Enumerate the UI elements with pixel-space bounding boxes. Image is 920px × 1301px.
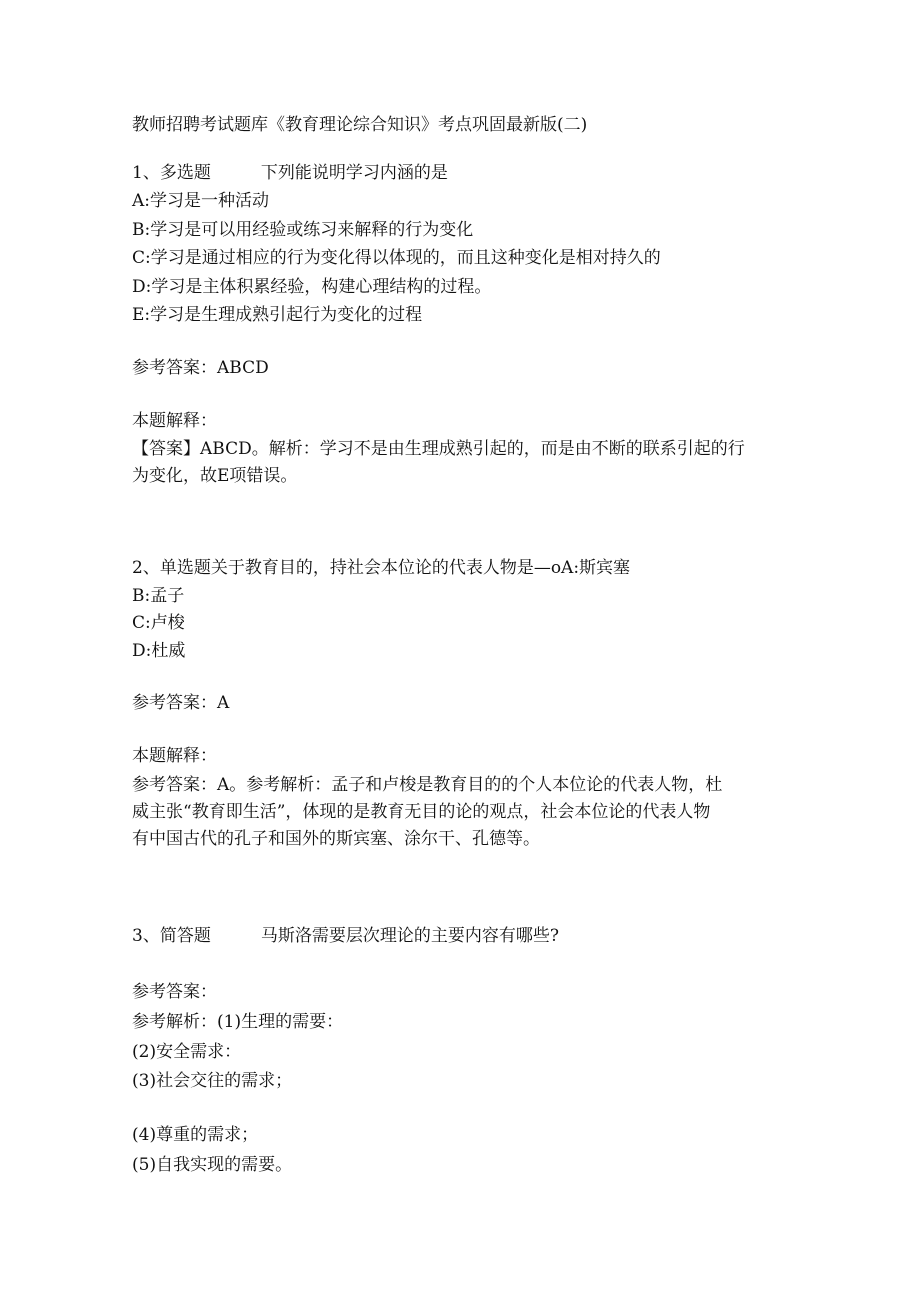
question-2-option-b: B:孟子: [132, 586, 185, 606]
question-1-stem: 下列能说明学习内涵的是: [260, 163, 448, 183]
question-3-answer-label: 参考答案：: [132, 982, 217, 1002]
question-1-option-b: B:学习是可以用经验或练习来解释的行为变化: [132, 220, 474, 240]
question-3-explanation-line-1: 参考解析：(1)生理的需要：: [132, 1012, 344, 1032]
question-2-option-d: D:杜威: [132, 641, 186, 661]
question-2-explanation-line-3: 有中国古代的孔子和国外的斯宾塞、涂尔干、孔德等。: [132, 829, 540, 849]
question-3-number: 3、: [132, 926, 160, 946]
question-2-explanation-line-1: 参考答案：A。参考解析：孟子和卢梭是教育目的的个人本位论的代表人物，杜: [132, 775, 723, 795]
question-3-explanation-line-2: (2)安全需求：: [132, 1042, 242, 1062]
question-3-explanation-line-3: (3)社会交往的需求；: [132, 1071, 293, 1091]
question-1-option-d: D:学习是主体积累经验，构建心理结构的过程。: [132, 277, 492, 297]
question-2-answer: 参考答案：A: [132, 693, 230, 713]
question-1-explanation-label: 本题解释：: [132, 411, 217, 431]
document-title: 教师招聘考试题库《教育理论综合知识》考点巩固最新版(二): [132, 115, 588, 135]
question-3-explanation-line-5: (5)自我实现的需要。: [132, 1155, 293, 1175]
question-2-option-c: C:卢梭: [132, 613, 185, 633]
question-3-header: [132, 928, 559, 945]
question-2-explanation-line-2: 威主张“教育即生活”，体现的是教育无目的论的观点，社会本位论的代表人物: [132, 802, 711, 822]
question-1-type: 多选题: [159, 163, 211, 183]
question-2-explanation-label: 本题解释：: [132, 746, 217, 766]
question-1-explanation-line-1: 【答案】ABCD。解析：学习不是由生理成熟引起的，而是由不断的联系引起的行: [132, 439, 745, 459]
question-2-stem: 2、单选题关于教育目的，持社会本位论的代表人物是—oA:斯宾塞: [132, 558, 631, 578]
question-1-explanation-line-2: 为变化，故E项错误。: [132, 466, 298, 486]
question-3-stem: 马斯洛需要层次理论的主要内容有哪些?: [260, 926, 559, 946]
question-3-explanation-line-4: (4)尊重的需求；: [132, 1125, 259, 1145]
question-1-option-a: A:学习是一种活动: [132, 191, 270, 211]
question-1-number: 1、: [132, 163, 160, 183]
question-1-option-e: E:学习是生理成熟引起行为变化的过程: [132, 305, 423, 325]
question-1-answer: 参考答案：ABCD: [132, 358, 269, 378]
question-1-header: [132, 165, 448, 182]
question-1-option-c: C:学习是通过相应的行为变化得以体现的，而且这种变化是相对持久的: [132, 248, 661, 268]
question-3-type: 简答题: [159, 926, 211, 946]
